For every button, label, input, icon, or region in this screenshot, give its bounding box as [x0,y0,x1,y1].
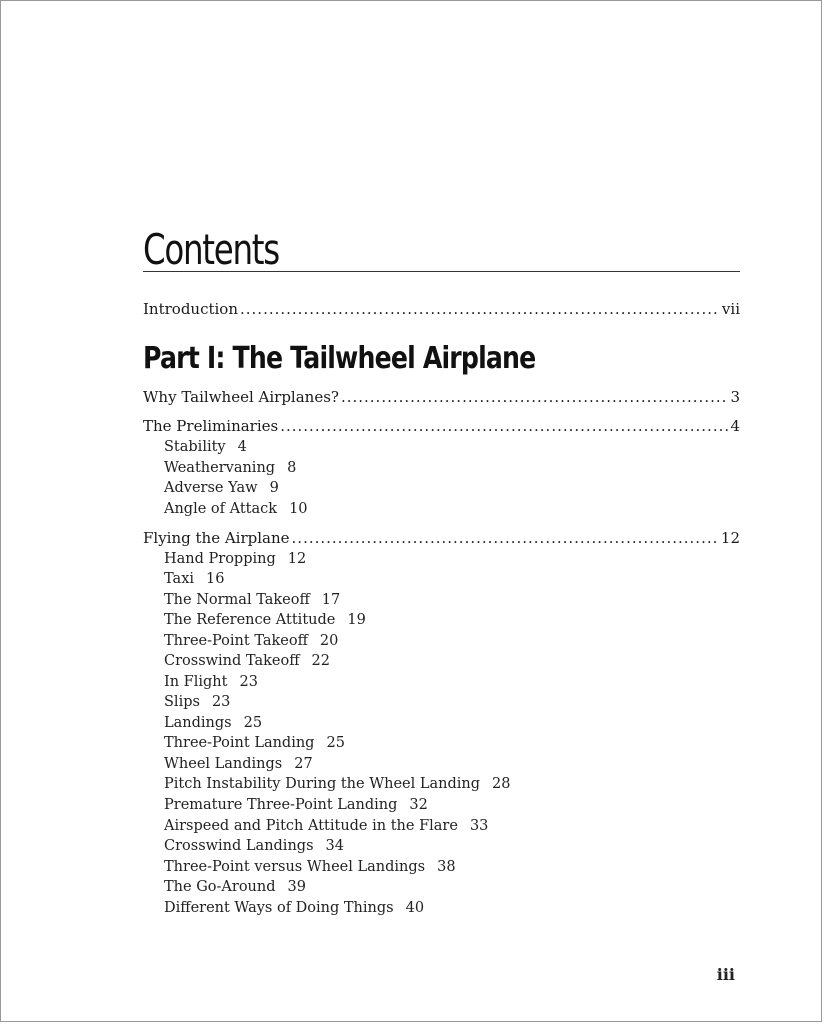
leader-dots [292,528,719,548]
toc-subentry[interactable] [164,692,230,712]
toc-subentry[interactable] [164,816,488,836]
toc-subentry-label: Pitch Instability During the Wheel Landing [164,776,481,792]
toc-subentry-label: The Go-Around [164,879,276,895]
toc-entry-label: Why Tailwheel Airplanes? [143,388,339,406]
toc-subentry-page: 10 [289,501,308,517]
toc-subentry-page: 27 [294,756,313,772]
toc-entry-preliminaries[interactable] [143,416,740,436]
toc-subentry-page: 4 [237,439,247,455]
toc-subentry[interactable] [164,898,424,918]
toc-subentry-label: Adverse Yaw [164,480,258,496]
toc-subentry-label: Wheel Landings [164,756,283,772]
toc-subentry-page: 9 [269,480,279,496]
toc-subentry[interactable] [164,478,279,498]
toc-entry-page: 12 [720,529,740,547]
toc-entry-label: Introduction [143,300,238,318]
toc-subentry-label: Airspeed and Pitch Attitude in the Flare [164,818,458,834]
leader-dots [341,387,729,407]
toc-subentry-page: 25 [326,735,345,751]
toc-subentry-page: 16 [206,571,225,587]
toc-subentry-page: 38 [437,859,456,875]
toc-subentry-label: Slips [164,694,200,710]
toc-subentry-page: 40 [405,900,425,916]
toc-subentry[interactable] [164,795,428,815]
toc-subentry[interactable] [164,437,247,457]
toc-subentry-page: 12 [287,551,307,567]
toc-subentry-label: Three-Point Landing [164,735,315,751]
toc-subentry[interactable] [164,590,340,610]
toc-subentry-label: In Flight [164,674,228,690]
toc-subentry-label: The Normal Takeoff [164,592,310,608]
toc-subentry[interactable] [164,733,345,753]
contents-heading: Contents [143,225,279,274]
toc-subentry[interactable] [164,651,330,671]
toc-subentry-page: 28 [492,776,511,792]
toc-entry-introduction[interactable] [143,299,740,319]
toc-entry-flying-the-airplane[interactable] [143,528,740,548]
toc-subentry[interactable] [164,774,510,794]
toc-subentry-label: Stability [164,439,226,455]
toc-subentry-page: 23 [211,694,231,710]
toc-subentry[interactable] [164,549,306,569]
toc-subentry-label: Three-Point versus Wheel Landings [164,859,426,875]
toc-subentry[interactable] [164,499,308,519]
toc-subentry-label: Weathervaning [164,460,276,476]
toc-subentry-label: Landings [164,715,232,731]
toc-entry-page: vii [721,300,740,318]
heading-rule [143,271,740,272]
toc-subentry-page: 33 [469,818,489,834]
part-title: Part I: The Tailwheel Airplane [143,341,536,376]
toc-subentry-label: Crosswind Takeoff [164,653,300,669]
toc-entry-label: Flying the Airplane [143,529,290,547]
toc-subentry[interactable] [164,458,296,478]
toc-subentry-page: 32 [409,797,428,813]
toc-subentry-page: 34 [325,838,344,854]
toc-subentry[interactable] [164,857,456,877]
toc-subentry-label: Angle of Attack [164,501,278,517]
toc-subentry[interactable] [164,713,262,733]
toc-subentry-label: Hand Propping [164,551,276,567]
toc-subentry-page: 39 [287,879,306,895]
toc-subentry[interactable] [164,610,366,630]
toc-subentry-page: 22 [311,653,330,669]
toc-subentry-page: 17 [321,592,341,608]
toc-subentry-page: 19 [347,612,366,628]
toc-subentry-label: Premature Three-Point Landing [164,797,398,813]
toc-entry-page: 3 [730,388,740,406]
toc-subentry-label: Three-Point Takeoff [164,633,308,649]
toc-subentry[interactable] [164,672,258,692]
toc-subentry-label: Crosswind Landings [164,838,314,854]
toc-entry-why-tailwheel[interactable] [143,387,740,407]
toc-subentry[interactable] [164,754,313,774]
toc-entry-label: The Preliminaries [143,417,279,435]
leader-dots [240,299,720,319]
toc-subentry[interactable] [164,631,338,651]
toc-subentry-page: 25 [243,715,263,731]
toc-subentry-page: 8 [287,460,297,476]
toc-subentry[interactable] [164,877,306,897]
leader-dots [280,416,728,436]
toc-subentry[interactable] [164,836,344,856]
toc-subentry-label: The Reference Attitude [164,612,336,628]
toc-subentry-label: Taxi [164,571,195,587]
toc-entry-page: 4 [730,417,740,435]
toc-subentry-page: 20 [319,633,339,649]
page-number: iii [716,965,735,984]
toc-subentry[interactable] [164,569,224,589]
toc-subentry-label: Different Ways of Doing Things [164,900,394,916]
toc-subentry-page: 23 [239,674,258,690]
